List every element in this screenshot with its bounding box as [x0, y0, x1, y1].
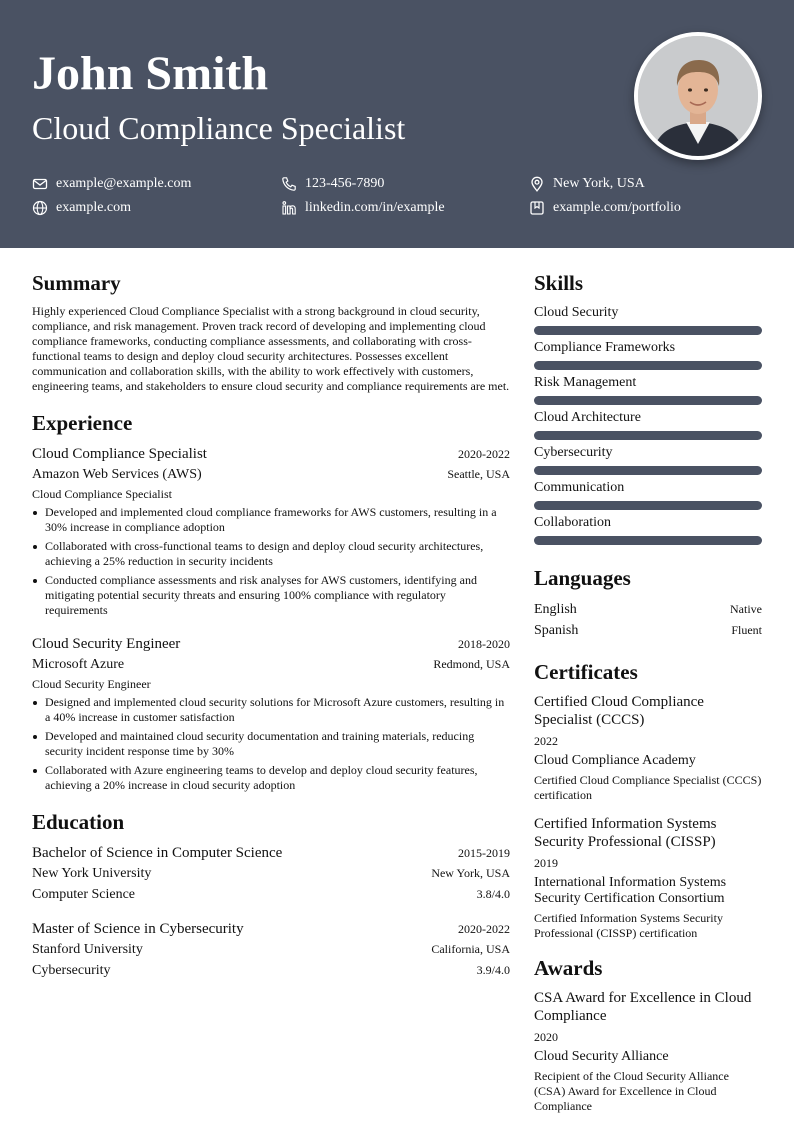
skills-list	[534, 304, 762, 545]
contact-email-text: example@example.com	[56, 176, 192, 191]
contact-location-text: New York, USA	[553, 176, 645, 191]
education-gpa: 3.8/4.0	[476, 887, 510, 901]
education-location: California, USA	[431, 942, 510, 956]
skill-item	[534, 409, 762, 440]
certificate-name: Certified Cloud Compliance Specialist (CCCS)	[534, 694, 704, 728]
globe-icon	[32, 200, 48, 216]
experience-bullet: Conducted compliance assessments and risk analyses for AWS customers, identifying and mitigating potential security threats and ensuring 100% compliance with regulatory requirements	[32, 573, 510, 618]
language-level: Fluent	[731, 623, 762, 637]
award-name: CSA Award for Excellence in Cloud Compliance	[534, 990, 752, 1024]
skill-bar	[534, 536, 762, 545]
experience-title: Cloud Compliance Specialist	[32, 446, 207, 462]
experience-role: Cloud Compliance Specialist	[32, 487, 172, 501]
experience-bullet: Developed and implemented cloud compliance frameworks for AWS customers, resulting in a 30% increase in compliance adoption	[32, 505, 510, 535]
skill-name: Risk Management	[534, 375, 637, 390]
candidate-title: Cloud Compliance Specialist	[32, 110, 406, 146]
certificates-heading: Certificates	[534, 660, 638, 684]
languages-heading: Languages	[534, 566, 631, 590]
contact-portfolio-text: example.com/portfolio	[553, 200, 681, 215]
skill-bar	[534, 431, 762, 440]
phone-icon	[281, 176, 297, 192]
summary-text: Highly experienced Cloud Compliance Specialist with a strong background in cloud security, compliance, and risk management. Proven track record of developing and implementing cloud compliance frameworks, conducting compliance assessments, and collaborating with cross-functional teams to design and deploy cloud security architectures. Possesses excellent communication and collaboration skills, with the ability to work effectively with customers, engineering teams, and stakeholders to ensure cloud security and compliance requirements are met.	[32, 304, 510, 393]
skill-name: Cybersecurity	[534, 445, 613, 460]
skill-item	[534, 339, 762, 370]
skill-bar	[534, 326, 762, 335]
certificate-description: Certified Cloud Compliance Specialist (CCCS) certification	[534, 773, 762, 802]
education-field: Cybersecurity	[32, 963, 111, 978]
summary-heading: Summary	[32, 271, 121, 295]
education-section	[32, 809, 510, 981]
experience-company: Microsoft Azure	[32, 657, 125, 672]
skill-name: Compliance Frameworks	[534, 340, 676, 355]
award-issuer: Cloud Security Alliance	[534, 1049, 669, 1064]
certificate-item	[534, 815, 762, 941]
education-item	[32, 919, 510, 981]
awards-heading: Awards	[534, 956, 603, 980]
skills-section	[534, 270, 762, 545]
education-location: New York, USA	[431, 866, 510, 880]
award-description: Recipient of the Cloud Security Alliance (CSA) Award for Excellence in Cloud Compliance	[534, 1069, 729, 1113]
skill-name: Communication	[534, 480, 625, 495]
profile-photo	[634, 32, 762, 160]
main-column	[32, 270, 510, 995]
education-item	[32, 843, 510, 905]
skill-item	[534, 514, 762, 545]
certificates-section	[534, 659, 762, 941]
candidate-name: John Smith	[32, 47, 269, 100]
skills-heading: Skills	[534, 271, 584, 295]
skill-bar	[534, 466, 762, 475]
education-dates: 2020-2022	[458, 922, 510, 936]
contact-linkedin[interactable]	[281, 199, 445, 217]
experience-bullet: Designed and implemented cloud security solutions for Microsoft Azure customers, resulting in a 40% increase in customer satisfaction	[32, 695, 510, 725]
portfolio-icon	[529, 200, 545, 216]
skill-bar	[534, 501, 762, 510]
skill-name: Cloud Security	[534, 305, 619, 320]
language-name: English	[534, 602, 577, 617]
certificate-description: Certified Information Systems Security Professional (CISSP) certification	[534, 911, 723, 940]
certificate-year: 2019	[534, 856, 558, 870]
education-field: Computer Science	[32, 887, 136, 902]
mail-icon	[32, 176, 48, 192]
experience-item	[32, 634, 510, 793]
experience-dates: 2018-2020	[458, 637, 510, 651]
education-gpa: 3.9/4.0	[476, 963, 510, 977]
certificate-year: 2022	[534, 734, 558, 748]
language-name: Spanish	[534, 623, 579, 638]
experience-item	[32, 444, 510, 618]
language-item	[534, 620, 762, 641]
experience-company: Amazon Web Services (AWS)	[32, 467, 202, 482]
location-pin-icon	[529, 176, 545, 192]
education-degree: Master of Science in Cybersecurity	[32, 921, 244, 937]
summary-section	[32, 270, 510, 394]
award-year: 2020	[534, 1030, 558, 1044]
contact-phone-text: 123-456-7890	[305, 176, 385, 191]
linkedin-icon	[281, 200, 297, 216]
experience-bullets	[32, 505, 510, 618]
education-dates: 2015-2019	[458, 846, 510, 860]
experience-bullet: Developed and maintained cloud security documentation and training materials, reducing security incident response time by 30%	[32, 729, 510, 759]
experience-bullets	[32, 695, 510, 793]
education-school: Stanford University	[32, 942, 143, 957]
contact-location	[529, 175, 645, 193]
education-heading: Education	[32, 810, 125, 834]
contact-linkedin-text: linkedin.com/in/example	[305, 200, 445, 215]
side-column	[534, 270, 762, 1123]
awards-section	[534, 955, 762, 1114]
skill-bar	[534, 396, 762, 405]
experience-dates: 2020-2022	[458, 447, 510, 461]
contact-website-text: example.com	[56, 200, 132, 215]
certificate-issuer: Cloud Compliance Academy	[534, 753, 696, 768]
skill-bar	[534, 361, 762, 370]
certificate-item	[534, 693, 762, 803]
experience-bullet: Collaborated with cross-functional teams to design and deploy cloud security architectures, achieving a 25% reduction in security incidents	[32, 539, 510, 569]
language-level: Native	[730, 602, 762, 616]
skill-name: Collaboration	[534, 515, 611, 530]
contact-website[interactable]	[32, 199, 131, 217]
education-degree: Bachelor of Science in Computer Science	[32, 845, 283, 861]
contact-email[interactable]	[32, 175, 191, 193]
certificate-issuer: International Information Systems Security Certification Consortium	[534, 875, 727, 906]
contact-portfolio[interactable]	[529, 199, 681, 217]
certificate-name: Certified Information Systems Security Professional (CISSP)	[534, 816, 717, 850]
language-item	[534, 599, 762, 620]
languages-section	[534, 565, 762, 641]
experience-location: Seattle, USA	[447, 467, 510, 481]
experience-role: Cloud Security Engineer	[32, 677, 151, 691]
skill-item	[534, 444, 762, 475]
header-band	[0, 0, 794, 248]
experience-section	[32, 410, 510, 793]
experience-heading: Experience	[32, 411, 133, 435]
skill-item	[534, 304, 762, 335]
experience-bullet: Collaborated with Azure engineering teams to develop and deploy cloud security features, achieving a 20% increase in cloud security adoption	[32, 763, 510, 793]
skill-item	[534, 374, 762, 405]
skill-name: Cloud Architecture	[534, 410, 641, 425]
experience-title: Cloud Security Engineer	[32, 636, 181, 652]
education-school: New York University	[32, 866, 152, 881]
skill-item	[534, 479, 762, 510]
profile-photo-illustration	[638, 36, 758, 156]
contact-phone[interactable]	[281, 175, 384, 193]
experience-location: Redmond, USA	[433, 657, 510, 671]
award-item	[534, 989, 762, 1114]
